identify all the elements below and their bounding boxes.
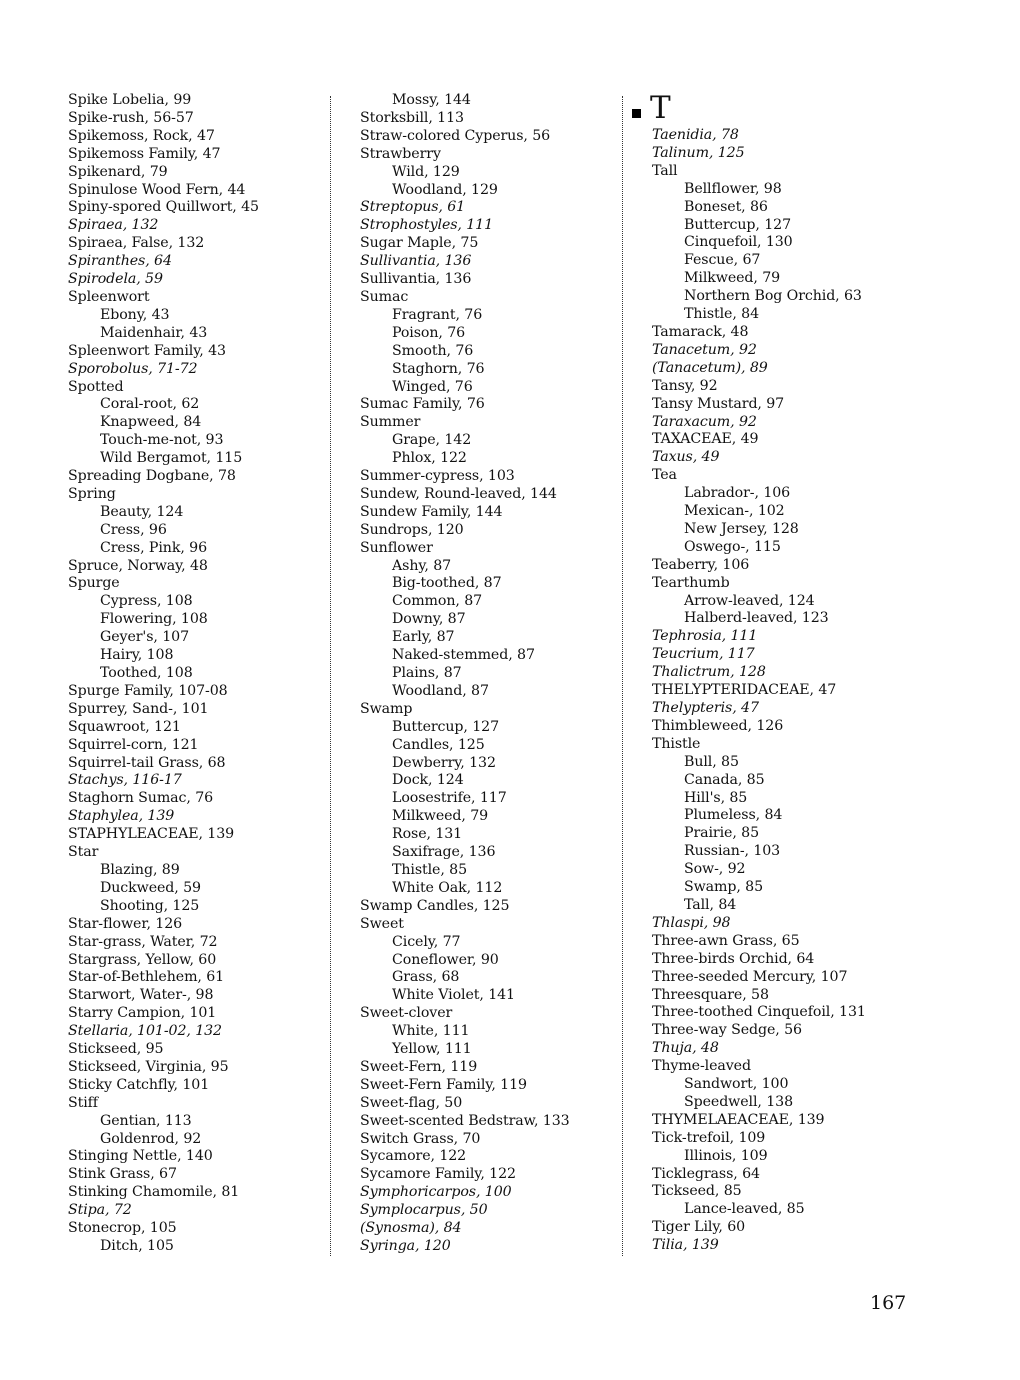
index-entry: Sundrops, 120 xyxy=(360,521,464,538)
index-column-2 xyxy=(360,92,615,1256)
index-entry: Ticklegrass, 64 xyxy=(652,1165,760,1182)
index-subentry: Shooting, 125 xyxy=(100,897,200,914)
index-subentry: Cinquefoil, 130 xyxy=(684,234,793,251)
index-subentry: Ashy, 87 xyxy=(392,557,452,574)
index-entry: Spikemoss Family, 47 xyxy=(68,145,221,162)
index-subentry: Coral-root, 62 xyxy=(100,396,200,413)
index-entry: THELYPTERIDACEAE, 47 xyxy=(652,682,837,699)
index-subentry: Saxifrage, 136 xyxy=(392,844,496,861)
index-entry: Switch Grass, 70 xyxy=(360,1130,481,1147)
index-entry: Spiraea, False, 132 xyxy=(68,235,205,252)
index-subentry: Speedwell, 138 xyxy=(684,1093,793,1110)
index-entry: Sporobolus, 71-72 xyxy=(68,360,198,377)
index-entry: Spirodela, 59 xyxy=(68,271,163,288)
column-divider xyxy=(330,96,331,1256)
index-entry: Sullivantia, 136 xyxy=(360,253,472,270)
index-subentry: Ditch, 105 xyxy=(100,1238,174,1254)
index-entry: Summer xyxy=(360,414,421,431)
index-entry: Taxus, 49 xyxy=(652,449,720,466)
index-subentry: Canada, 85 xyxy=(684,771,765,788)
index-subentry: Toothed, 108 xyxy=(100,665,193,681)
index-entry: Star-grass, Water, 72 xyxy=(68,933,218,950)
index-entry: Sweet-flag, 50 xyxy=(360,1094,463,1111)
index-entry: Three-toothed Cinquefoil, 131 xyxy=(652,1004,866,1021)
index-entry: Swamp Candles, 125 xyxy=(360,897,510,914)
index-entry: Spiranthes, 64 xyxy=(68,253,172,270)
index-entry: Stink Grass, 67 xyxy=(68,1166,177,1183)
index-subentry: Illinois, 109 xyxy=(684,1147,768,1164)
index-subentry: Ebony, 43 xyxy=(100,306,170,323)
index-entry: Sumac xyxy=(360,288,409,305)
index-subentry: Arrow-leaved, 124 xyxy=(684,592,815,609)
index-entry: Sweet xyxy=(360,915,404,932)
index-entry: Tickseed, 85 xyxy=(652,1183,742,1200)
index-entry: Spring xyxy=(68,485,116,502)
index-entry: Tick-trefoil, 109 xyxy=(652,1129,766,1146)
index-subentry: Prairie, 85 xyxy=(684,825,760,842)
index-entry: Starry Campion, 101 xyxy=(68,1005,217,1022)
index-entry: Strawberry xyxy=(360,145,441,162)
index-entry: Symphoricarpos, 100 xyxy=(360,1184,512,1201)
index-subentry: Bellflower, 98 xyxy=(684,180,782,197)
index-subentry: Poison, 76 xyxy=(392,324,466,341)
index-entry: Tanacetum, 92 xyxy=(652,341,757,358)
index-subentry: Coneflower, 90 xyxy=(392,951,499,968)
index-entry: Stinging Nettle, 140 xyxy=(68,1148,213,1165)
square-bullet-icon xyxy=(632,109,641,118)
index-entry: Teaberry, 106 xyxy=(652,556,750,573)
index-entry: Stinking Chamomile, 81 xyxy=(68,1184,240,1201)
index-entry: Thuja, 48 xyxy=(652,1040,719,1057)
index-entry: (Tanacetum), 89 xyxy=(652,359,768,376)
index-entry: Spiraea, 132 xyxy=(68,217,159,234)
index-entry: Syringa, 120 xyxy=(360,1238,451,1254)
index-subentry: Hairy, 108 xyxy=(100,647,174,664)
index-column-3 xyxy=(652,127,952,1255)
index-entry: Tephrosia, 111 xyxy=(652,628,758,645)
index-subentry: Mossy, 144 xyxy=(392,92,471,108)
index-subentry: Blazing, 89 xyxy=(100,861,180,878)
index-subentry: Duckweed, 59 xyxy=(100,879,201,896)
index-entry: Spikemoss, Rock, 47 xyxy=(68,127,215,144)
index-entry: Thelypteris, 47 xyxy=(652,700,759,716)
index-entry: Stickseed, 95 xyxy=(68,1041,164,1058)
index-entry: Squawroot, 121 xyxy=(68,718,181,735)
index-entry: Taraxacum, 92 xyxy=(652,413,757,430)
index-entry: Spleenwort xyxy=(68,288,150,305)
index-entry: Sycamore Family, 122 xyxy=(360,1166,516,1183)
index-entry: STAPHYLEACEAE, 139 xyxy=(68,826,235,843)
index-entry: Storksbill, 113 xyxy=(360,109,464,126)
index-subentry: Northern Bog Orchid, 63 xyxy=(684,288,862,305)
index-subentry: Staghorn, 76 xyxy=(392,360,485,377)
index-subentry: Common, 87 xyxy=(392,593,483,610)
index-entry: Squirrel-corn, 121 xyxy=(68,736,199,753)
index-subentry: Hill's, 85 xyxy=(684,789,748,806)
index-entry: Three-seeded Mercury, 107 xyxy=(652,968,848,985)
index-subentry: Winged, 76 xyxy=(392,378,473,395)
index-entry: Swamp xyxy=(360,700,413,717)
index-subentry: Beauty, 124 xyxy=(100,503,184,520)
index-entry: Strophostyles, 111 xyxy=(360,217,494,234)
index-entry: Sweet-Fern, 119 xyxy=(360,1058,478,1075)
index-entry: Symplocarpus, 50 xyxy=(360,1202,488,1219)
index-entry: Tea xyxy=(652,467,677,484)
index-entry: Sunflower xyxy=(360,539,433,556)
index-subentry: Fescue, 67 xyxy=(684,252,761,269)
index-entry: Thlaspi, 98 xyxy=(652,914,731,931)
index-subentry: Thistle, 85 xyxy=(392,861,468,878)
index-subentry: Yellow, 111 xyxy=(392,1041,472,1058)
index-subentry: Phlox, 122 xyxy=(392,450,467,467)
index-entry: Thalictrum, 128 xyxy=(652,664,766,681)
index-subentry: Boneset, 86 xyxy=(684,198,768,215)
index-subentry: Sandwort, 100 xyxy=(684,1076,789,1093)
index-entry: Tall xyxy=(652,162,678,179)
index-subentry: Labrador-, 106 xyxy=(684,485,791,502)
index-entry: Spikenard, 79 xyxy=(68,163,168,180)
index-subentry: Knapweed, 84 xyxy=(100,414,202,431)
index-entry: Star-of-Bethlehem, 61 xyxy=(68,969,225,986)
index-subentry: Fragrant, 76 xyxy=(392,306,483,323)
index-subentry: Touch-me-not, 93 xyxy=(100,432,224,449)
index-entry: Sweet-clover xyxy=(360,1005,453,1022)
index-entry: Tansy, 92 xyxy=(652,377,718,394)
index-subentry: Buttercup, 127 xyxy=(684,216,792,233)
index-subentry: Cress, Pink, 96 xyxy=(100,539,208,556)
index-entry: TAXACEAE, 49 xyxy=(652,431,759,448)
index-entry: Tearthumb xyxy=(652,574,730,591)
index-entry: Spike Lobelia, 99 xyxy=(68,92,192,108)
index-entry: Stiff xyxy=(68,1094,98,1111)
index-subentry: New Jersey, 128 xyxy=(684,520,799,537)
index-entry: Sumac Family, 76 xyxy=(360,396,485,413)
section-letter: T xyxy=(650,90,671,126)
index-entry: Stachys, 116-17 xyxy=(68,772,182,789)
index-subentry: Plains, 87 xyxy=(392,665,462,681)
index-entry: Sullivantia, 136 xyxy=(360,271,472,288)
index-entry: Staphylea, 139 xyxy=(68,808,175,825)
index-entry: Spruce, Norway, 48 xyxy=(68,557,208,574)
index-subentry: Flowering, 108 xyxy=(100,611,208,628)
index-entry: (Synosma), 84 xyxy=(360,1220,462,1237)
index-entry: Tiger Lily, 60 xyxy=(652,1219,746,1236)
index-entry: Three-birds Orchid, 64 xyxy=(652,950,815,967)
index-entry: Sweet-Fern Family, 119 xyxy=(360,1076,527,1093)
index-subentry: Buttercup, 127 xyxy=(392,718,500,735)
index-entry: Spurrey, Sand-, 101 xyxy=(68,700,209,717)
index-subentry: Naked-stemmed, 87 xyxy=(392,647,535,664)
index-entry: Spurge xyxy=(68,575,120,592)
index-entry: Spike-rush, 56-57 xyxy=(68,109,194,126)
index-entry: Thyme-leaved xyxy=(652,1058,751,1075)
index-entry: Sticky Catchfly, 101 xyxy=(68,1076,210,1093)
index-subentry: Milkweed, 79 xyxy=(684,270,781,287)
index-entry: Thimbleweed, 126 xyxy=(652,717,784,734)
index-entry: Taenidia, 78 xyxy=(652,127,739,143)
index-subentry: Rose, 131 xyxy=(392,826,463,843)
index-subentry: Tall, 84 xyxy=(684,896,737,913)
index-subentry: White, 111 xyxy=(392,1023,470,1040)
index-subentry: Downy, 87 xyxy=(392,611,466,628)
index-subentry: Geyer's, 107 xyxy=(100,629,190,646)
index-column-1 xyxy=(68,92,323,1256)
index-entry: Starwort, Water-, 98 xyxy=(68,987,214,1004)
index-subentry: Lance-leaved, 85 xyxy=(684,1201,805,1218)
index-subentry: Swamp, 85 xyxy=(684,879,764,896)
index-subentry: White Oak, 112 xyxy=(392,879,503,896)
index-subentry: Oswego-, 115 xyxy=(684,538,781,555)
index-entry: Spinulose Wood Fern, 44 xyxy=(68,181,246,198)
index-subentry: Goldenrod, 92 xyxy=(100,1130,202,1147)
index-subentry: Dewberry, 132 xyxy=(392,754,496,771)
index-entry: Thistle xyxy=(652,735,701,752)
index-subentry: Dock, 124 xyxy=(392,772,464,789)
index-subentry: White Violet, 141 xyxy=(392,987,515,1004)
index-subentry: Loosestrife, 117 xyxy=(392,790,507,807)
index-entry: Sweet-scented Bedstraw, 133 xyxy=(360,1112,570,1129)
index-entry: Squirrel-tail Grass, 68 xyxy=(68,754,226,771)
index-subentry: Grass, 68 xyxy=(392,969,460,986)
index-entry: Three-awn Grass, 65 xyxy=(652,932,800,949)
index-entry: Spotted xyxy=(68,378,124,395)
index-entry: THYMELAEACEAE, 139 xyxy=(652,1111,825,1128)
index-entry: Straw-colored Cyperus, 56 xyxy=(360,127,551,144)
index-subentry: Thistle, 84 xyxy=(684,306,760,323)
index-subentry: Cypress, 108 xyxy=(100,593,193,610)
index-subentry: Smooth, 76 xyxy=(392,342,474,359)
index-entry: Spreading Dogbane, 78 xyxy=(68,468,236,485)
index-entry: Threesquare, 58 xyxy=(652,986,769,1003)
page-number: 167 xyxy=(870,1292,907,1314)
index-subentry: Bull, 85 xyxy=(684,753,739,770)
index-entry: Star xyxy=(68,844,99,861)
index-subentry: Plumeless, 84 xyxy=(684,807,783,824)
index-subentry: Mexican-, 102 xyxy=(684,503,785,520)
index-subentry: Woodland, 87 xyxy=(392,682,489,699)
index-subentry: Cicely, 77 xyxy=(392,933,461,950)
index-subentry: Cress, 96 xyxy=(100,521,167,538)
index-entry: Stickseed, Virginia, 95 xyxy=(68,1058,229,1075)
index-entry: Spleenwort Family, 43 xyxy=(68,342,226,359)
index-entry: Stonecrop, 105 xyxy=(68,1220,177,1237)
index-subentry: Wild, 129 xyxy=(392,163,460,180)
index-entry: Sycamore, 122 xyxy=(360,1148,467,1165)
index-entry: Sugar Maple, 75 xyxy=(360,235,479,252)
index-entry: Three-way Sedge, 56 xyxy=(652,1022,802,1039)
index-entry: Streptopus, 61 xyxy=(360,199,466,216)
index-entry: Spurge Family, 107-08 xyxy=(68,682,228,699)
index-entry: Summer-cypress, 103 xyxy=(360,468,515,485)
index-entry: Sundew Family, 144 xyxy=(360,503,503,520)
index-entry: Stargrass, Yellow, 60 xyxy=(68,951,217,968)
index-subentry: Wild Bergamot, 115 xyxy=(100,450,243,467)
index-entry: Tansy Mustard, 97 xyxy=(652,395,785,412)
index-entry: Staghorn Sumac, 76 xyxy=(68,790,214,807)
index-subentry: Gentian, 113 xyxy=(100,1112,192,1129)
index-entry: Tilia, 139 xyxy=(652,1237,719,1254)
index-subentry: Early, 87 xyxy=(392,629,455,646)
index-entry: Stipa, 72 xyxy=(68,1202,132,1219)
index-subentry: Candles, 125 xyxy=(392,736,485,753)
index-entry: Teucrium, 117 xyxy=(652,646,755,663)
index-subentry: Russian-, 103 xyxy=(684,843,781,860)
index-subentry: Woodland, 129 xyxy=(392,181,498,198)
index-subentry: Big-toothed, 87 xyxy=(392,575,502,592)
column-divider xyxy=(622,96,623,1256)
index-entry: Tamarack, 48 xyxy=(652,323,749,340)
index-subentry: Maidenhair, 43 xyxy=(100,324,208,341)
index-subentry: Halberd-leaved, 123 xyxy=(684,610,829,627)
index-subentry: Sow-, 92 xyxy=(684,861,746,878)
index-entry: Sundew, Round-leaved, 144 xyxy=(360,485,557,502)
index-entry: Stellaria, 101-02, 132 xyxy=(68,1023,222,1040)
index-subentry: Milkweed, 79 xyxy=(392,808,489,825)
index-entry: Talinum, 125 xyxy=(652,144,745,161)
index-entry: Star-flower, 126 xyxy=(68,915,183,932)
index-subentry: Grape, 142 xyxy=(392,432,472,449)
index-entry: Spiny-spored Quillwort, 45 xyxy=(68,199,259,216)
